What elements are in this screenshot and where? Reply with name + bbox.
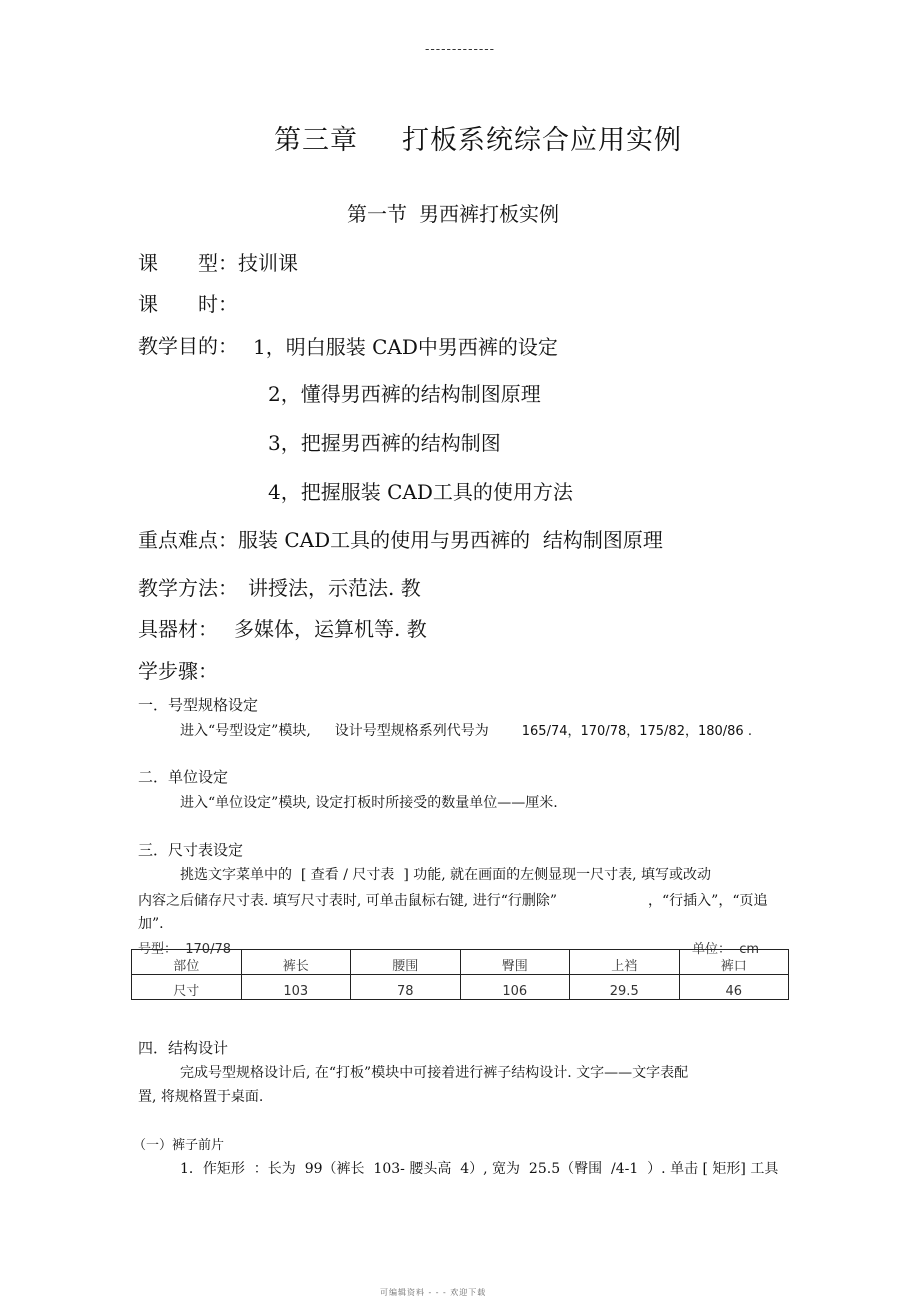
table-cell: 29.5 bbox=[570, 975, 680, 1000]
step4-heading: 四．结构设计 bbox=[138, 1039, 229, 1057]
section-number: 第一节 bbox=[347, 202, 407, 226]
table-cell: 106 bbox=[460, 975, 570, 1000]
course-hours-label: 课 时： bbox=[138, 292, 238, 316]
chapter-name: 打板系统综合应用实例 bbox=[402, 125, 682, 156]
table-header-cell: 上裆 bbox=[570, 950, 680, 975]
objectives-label: 教学目的： bbox=[138, 334, 238, 358]
step3-line1: 挑选文字菜单中的 [ 查看 / 尺寸表 ] 功能, 就在画面的左侧显现一尺寸表, 填写或改动 bbox=[180, 867, 712, 883]
subsection1-item1: 1．作矩形 ：长为 99（裤长 103- 腰头高 4）, 宽为 25.5（臀围 /4-1 ）. 单击 [ 矩形] 工具 bbox=[180, 1161, 779, 1177]
section-title bbox=[0, 198, 906, 227]
table-header-cell: 裤长 bbox=[241, 950, 351, 975]
step2-text: 进入“单位设定”模块, 设定打板时所接受的数量单位——厘米. bbox=[180, 795, 558, 811]
step3-line3: 加”. bbox=[138, 916, 164, 932]
teaching-methods bbox=[138, 572, 421, 601]
section-name: 男西裤打板实例 bbox=[419, 202, 559, 226]
steps-label: 学步骤： bbox=[138, 659, 218, 683]
step1-text-a: 进入“号型设定”模块, bbox=[180, 723, 311, 739]
size-table bbox=[131, 949, 789, 1000]
step2-heading: 二．单位设定 bbox=[138, 768, 229, 786]
objective-item: 1，明白服装 CAD中男西裤的设定 bbox=[253, 335, 558, 359]
step1-text-c: 165/74，170/78，175/82，180/86 . bbox=[521, 724, 752, 739]
equipment-value: 多媒体，运算机等. 教 bbox=[234, 617, 427, 641]
step3-line2a: 内容之后储存尺寸表. 填写尺寸表时, 可单击鼠标右键, 进行“行删除” bbox=[138, 893, 558, 909]
equipment bbox=[138, 613, 427, 642]
table-header-cell: 腰围 bbox=[351, 950, 461, 975]
step3-line2b: ，“行插入”，“页追 bbox=[648, 893, 768, 909]
methods-value: 讲授法，示范法. 教 bbox=[248, 576, 421, 600]
table-cell: 46 bbox=[679, 975, 789, 1000]
step4-line2: 置, 将规格置于桌面. bbox=[138, 1089, 264, 1105]
table-header-row bbox=[132, 950, 789, 975]
equipment-label: 具器材： bbox=[138, 617, 218, 641]
subsection1-heading: （一）裤子前片 bbox=[133, 1138, 225, 1153]
key-points-label: 重点难点： bbox=[138, 528, 238, 552]
table-header-cell: 臀围 bbox=[460, 950, 570, 975]
page-footer: 可编辑资料 - - - 欢迎下载 bbox=[380, 1288, 487, 1297]
table-cell: 103 bbox=[241, 975, 351, 1000]
table-header-cell: 裤口 bbox=[679, 950, 789, 975]
step4-line1: 完成号型规格设计后, 在“打板”模块中可接着进行裤子结构设计. 文字——文字表配 bbox=[180, 1065, 689, 1081]
course-type bbox=[138, 247, 298, 276]
objective-item: 3，把握男西裤的结构制图 bbox=[268, 431, 501, 455]
course-type-value: 技训课 bbox=[238, 251, 298, 275]
chapter-number: 第三章 bbox=[274, 125, 358, 156]
objective-item: 4，把握服装 CAD工具的使用方法 bbox=[268, 480, 573, 504]
table-cell: 尺寸 bbox=[132, 975, 242, 1000]
step1-text-b: 设计号型规格系列代号为 bbox=[334, 723, 489, 739]
step1-heading: 一．号型规格设定 bbox=[138, 696, 259, 714]
size-model-label: 号型： 170/78 bbox=[138, 942, 231, 957]
step1-text bbox=[180, 720, 752, 740]
key-points bbox=[138, 524, 663, 553]
table-row bbox=[132, 975, 789, 1000]
course-type-label: 课 型： bbox=[138, 251, 238, 275]
objective-item: 2，懂得男西裤的结构制图原理 bbox=[268, 382, 541, 406]
chapter-title bbox=[0, 118, 920, 157]
table-header-cell: 部位 bbox=[132, 950, 242, 975]
header-dashes: ------------- bbox=[424, 42, 496, 57]
course-hours bbox=[138, 288, 238, 317]
table-cell: 78 bbox=[351, 975, 461, 1000]
methods-label: 教学方法： bbox=[138, 576, 238, 600]
size-unit-label: 单位： cm bbox=[692, 942, 760, 957]
key-points-value: 服装 CAD工具的使用与男西裤的 结构制图原理 bbox=[238, 528, 663, 552]
step3-heading: 三．尺寸表设定 bbox=[138, 841, 244, 859]
